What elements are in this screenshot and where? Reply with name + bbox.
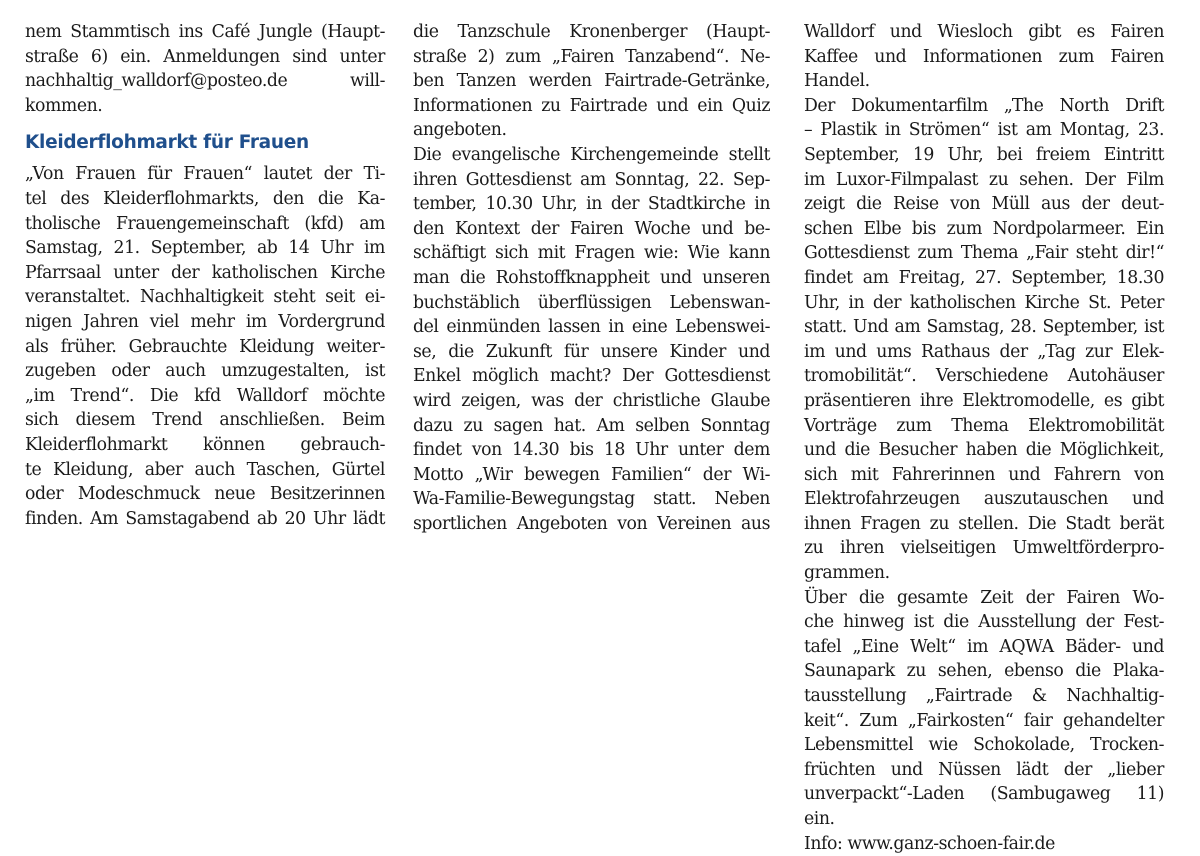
text-line: tafel „Eine Welt“ im AQWA Bäder- und xyxy=(804,636,1164,657)
text-line: „Von Frauen für Frauen“ lautet der Ti- xyxy=(25,164,385,185)
text-line: die Tanzschule Kronenberger (Haupt- xyxy=(413,22,770,42)
text-line: sich diesem Trend anschließen. Beim xyxy=(25,410,385,431)
text-line: dazu zu sagen hat. Am selben Sonntag xyxy=(413,415,770,436)
text-line: Samstag, 21. September, ab 14 Uhr im xyxy=(25,238,385,259)
text-line: tel des Kleiderflohmarkts, den die Ka- xyxy=(25,188,385,209)
column-2 xyxy=(413,20,770,536)
text-line: September, 19 Uhr, bei freiem Eintritt xyxy=(804,144,1164,165)
text-line: straße 2) zum „Fairen Tanzabend“. Ne- xyxy=(413,46,770,67)
text-line: Enkel möglich macht? Der Gottesdienst xyxy=(413,366,770,387)
paragraph xyxy=(804,94,1164,586)
text-line: Saunapark zu sehen, ebenso die Plaka- xyxy=(804,661,1164,682)
text-line: Walldorf und Wiesloch gibt es Fairen xyxy=(804,22,1164,42)
text-line: „im Trend“. Die kfd Walldorf möchte xyxy=(25,385,385,406)
text-line: und die Besucher haben die Möglichkeit, xyxy=(804,440,1164,461)
text-line: che hinweg ist die Ausstellung der Fest- xyxy=(804,612,1164,633)
text-line: zugeben oder auch umzugestalten, ist xyxy=(25,361,385,382)
text-line: findet von 14.30 bis 18 Uhr unter dem xyxy=(413,440,770,461)
text-line: im und ums Rathaus der „Tag zur Elek- xyxy=(804,341,1164,362)
text-line: Kaffee und Informationen zum Fairen xyxy=(804,46,1164,67)
text-line: ihren Gottesdienst am Sonntag, 22. Sep- xyxy=(413,169,770,190)
text-line: grammen. xyxy=(804,563,890,584)
text-line: statt. Und am Samstag, 28. September, ist xyxy=(804,317,1164,338)
text-line: schäftigt sich mit Fragen wie: Wie kann xyxy=(413,243,770,264)
text-line: kommen. xyxy=(25,95,103,116)
text-line: Die evangelische Kirchengemeinde stellt xyxy=(413,144,770,165)
text-line: wird zeigen, was der christliche Glaube xyxy=(413,390,770,411)
info-line: Info: www.ganz-schoen-fair.de xyxy=(804,833,1055,854)
text-line: Elektrofahrzeugen auszutauschen und xyxy=(804,489,1164,510)
text-line: finden. Am Samstagabend ab 20 Uhr lädt xyxy=(25,508,385,529)
paragraph xyxy=(413,20,770,143)
text-line: nem Stammtisch ins Café Jungle (Haupt- xyxy=(25,22,385,42)
text-line: veranstaltet. Nachhaltigkeit steht seit ei- xyxy=(25,287,385,308)
text-line: Kleiderflohmarkt können gebrauch- xyxy=(25,434,385,455)
text-line: findet am Freitag, 27. September, 18.30 xyxy=(804,267,1164,288)
text-line: tember, 10.30 Uhr, in der Stadtkirche in xyxy=(413,194,770,215)
text-line: früchten und Nüssen lädt der „lieber xyxy=(804,759,1164,780)
text-line: keit“. Zum „Fairkosten“ fair gehandelter xyxy=(804,710,1164,731)
text-line: im Luxor-Filmpalast zu sehen. Der Film xyxy=(804,169,1164,190)
text-line: Handel. xyxy=(804,71,870,92)
column-1 xyxy=(25,20,385,531)
paragraph xyxy=(413,143,770,537)
section-heading: Kleiderflohmarkt für Frauen xyxy=(25,132,309,154)
text-line: präsentieren ihre Elektromodelle, es gibt xyxy=(804,390,1164,411)
text-line: Motto „Wir bewegen Familien“ der Wi- xyxy=(413,464,770,485)
text-line: als früher. Gebrauchte Kleidung weiter- xyxy=(25,336,385,357)
text-line: Der Dokumentarfilm „The North Drift xyxy=(804,95,1164,116)
text-line: angeboten. xyxy=(413,120,507,141)
text-line: ben Tanzen werden Fairtrade-Getränke, xyxy=(413,71,770,92)
paragraph xyxy=(804,20,1164,94)
text-line: Uhr, in der katholischen Kirche St. Peter xyxy=(804,292,1164,313)
text-line: zeigt die Reise von Müll aus der deut- xyxy=(804,194,1164,215)
text-line: tholische Frauengemeinschaft (kfd) am xyxy=(25,213,385,234)
text-line: – Plastik in Strömen“ ist am Montag, 23. xyxy=(804,120,1164,141)
paragraph xyxy=(25,20,385,118)
spacer xyxy=(25,118,385,128)
text-line: sich mit Fahrerinnen und Fahrern von xyxy=(804,464,1164,485)
column-3 xyxy=(804,20,1164,856)
text-line: sportlichen Angeboten von Vereinen aus xyxy=(413,513,770,534)
text-line: tromobilität“. Verschiedene Autohäuser xyxy=(804,366,1164,387)
text-line: nigen Jahren viel mehr im Vordergrund xyxy=(25,311,385,332)
text-line: den Kontext der Fairen Woche und be- xyxy=(413,218,770,239)
text-line: nachhaltig_walldorf@posteo.de will- xyxy=(25,71,385,92)
paragraph xyxy=(25,162,385,531)
text-line: tausstellung „Fairtrade & Nachhaltig- xyxy=(804,686,1164,707)
text-line: Vorträge zum Thema Elektromobilität xyxy=(804,415,1164,436)
text-line: ein. xyxy=(804,809,835,829)
text-line: Über die gesamte Zeit der Fairen Wo- xyxy=(804,587,1164,608)
text-line: Gottesdienst zum Thema „Fair steht dir!“ xyxy=(804,243,1164,264)
text-line: se, die Zukunft für unsere Kinder und xyxy=(413,341,770,362)
text-line: man die Rohstoffknappheit und unseren xyxy=(413,267,770,288)
text-line: Lebensmittel wie Schokolade, Trocken- xyxy=(804,735,1164,756)
text-line: te Kleidung, aber auch Taschen, Gürtel xyxy=(25,459,385,480)
paragraph xyxy=(804,586,1164,832)
text-line: ihnen Fragen zu stellen. Die Stadt berät xyxy=(804,513,1164,534)
text-line: Wa-Familie-Bewegungstag statt. Neben xyxy=(413,489,770,510)
text-line: Pfarrsaal unter der katholischen Kirche xyxy=(25,262,385,283)
text-line: zu ihren vielseitigen Umweltförderpro- xyxy=(804,538,1164,559)
text-line: straße 6) ein. Anmeldungen sind unter xyxy=(25,46,385,67)
text-line: schen Elbe bis zum Nordpolarmeer. Ein xyxy=(804,218,1164,239)
text-line: buchstäblich überflüssigen Lebenswan- xyxy=(413,292,770,313)
text-line: unverpackt“-Laden (Sambugaweg 11) xyxy=(804,784,1164,805)
text-line: oder Modeschmuck neue Besitzerinnen xyxy=(25,484,385,505)
text-line: Informationen zu Fairtrade und ein Quiz xyxy=(413,95,770,116)
text-line: del einmünden lassen in eine Lebenswei- xyxy=(413,317,770,338)
